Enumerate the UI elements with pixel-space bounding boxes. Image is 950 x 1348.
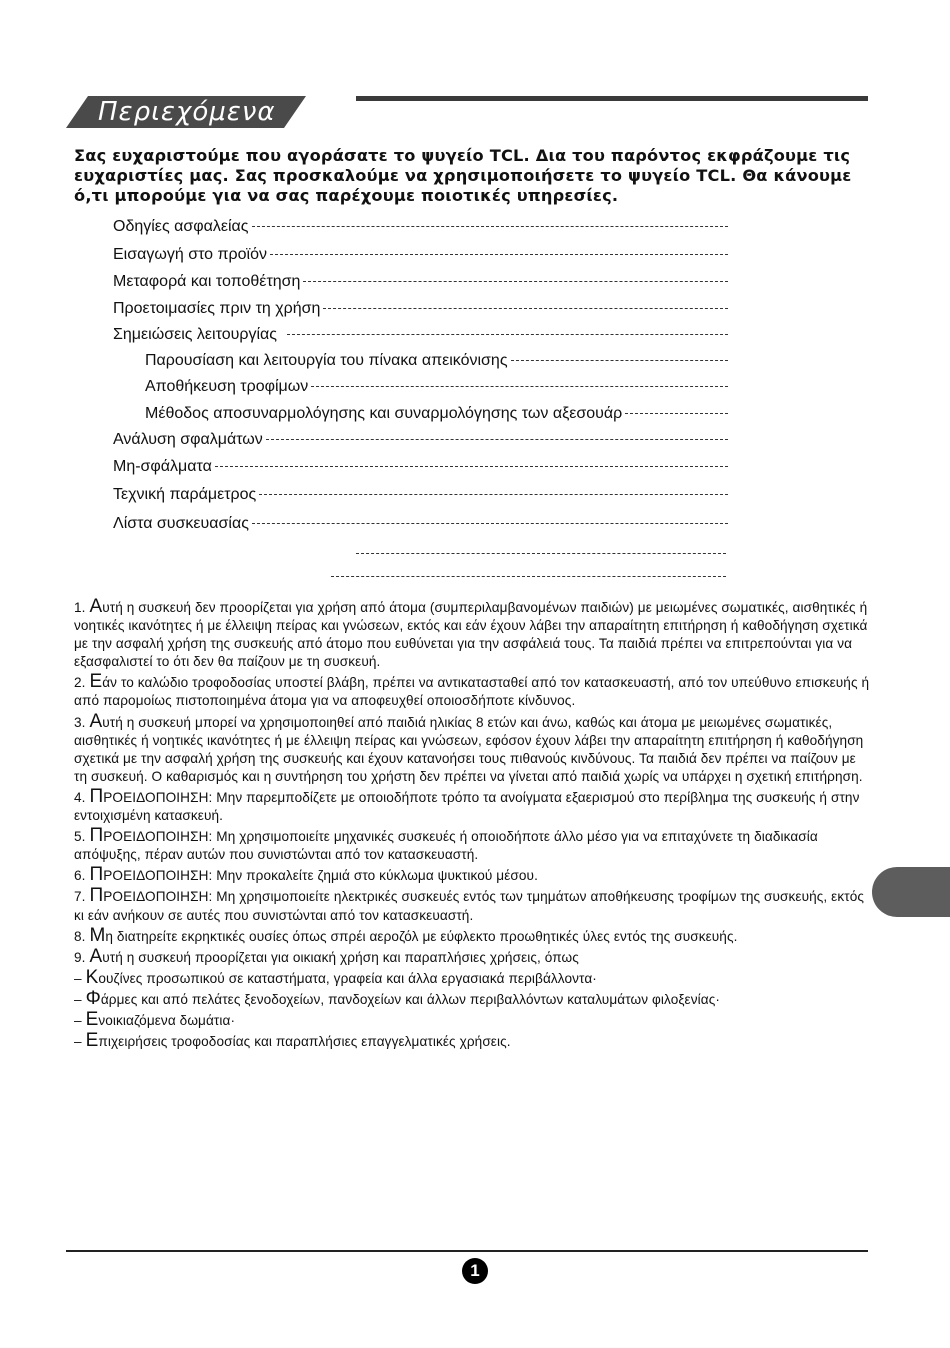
note-item: 8. Μη διατηρείτε εκρηκτικές ουσίες όπως σπρέι αεροζόλ με εύφλεκτο προωθητικές ύλες εντός της συσκευής. xyxy=(74,924,738,946)
note-subitem: – Φάρμες και από πελάτες ξενοδοχείων, πανδοχείων και άλλων περιβαλλόντων καταλυμάτων φιλοξενίας· xyxy=(74,987,720,1009)
note-subitem: – Κουζίνες προσωπικού σε καταστήματα, γραφεία και άλλα εργασιακά περιβάλλοντα· xyxy=(74,966,597,988)
toc-extra-leader xyxy=(356,553,726,554)
toc-item[interactable]: Σημειώσεις λειτουργίας xyxy=(113,326,728,348)
toc-subitem[interactable]: Παρουσίαση και λειτουργία του πίνακα απεικόνισης xyxy=(145,352,728,374)
page-number: 1 xyxy=(462,1258,488,1284)
toc-item[interactable]: Προετοιμασίες πριν τη χρήση xyxy=(113,300,728,322)
toc-item[interactable]: Εισαγωγή στο προϊόν xyxy=(113,246,728,268)
section-header xyxy=(66,96,868,130)
note-item: 7. ΠΡΟΕΙΔΟΠΟΙΗΣΗ: Μη χρησιμοποιείτε ηλεκτρικές συσκευές εντός των τμημάτων αποθήκευσης τροφίμων της συσκευής, εκτός κι εάν ανήκουν σε αυτές που συνιστώνται από τον κατασκευαστή. xyxy=(74,885,865,923)
intro-text: Σας ευχαριστούμε που αγοράσατε το ψυγείο TCL. Δια του παρόντος εκφράζουμε τις ευχαριστίες μας. Σας προσκαλούμε να χρησιμοποιήσετε το ψυγείο TCL. Θα κάνουμε ό,τι μπορούμε για να σας παρέχουμε ποιοτικές υπηρεσίες. xyxy=(74,146,852,205)
toc-item[interactable]: Τεχνική παράμετρος xyxy=(113,486,728,508)
note-item: 2. Εάν το καλώδιο τροφοδοσίας υποστεί βλάβη, πρέπει να αντικατασταθεί από τον κατασκευαστή, από τον υπεύθυνο επισκευής ή από παρομοίως πιστοποιημένα άτομα για να αποφευχθεί οποιοσδήποτε κίνδυνος. xyxy=(74,671,870,709)
side-tab-marker xyxy=(872,867,950,917)
note-item: 9. Αυτή η συσκευή προορίζεται για οικιακή χρήση και παραπλήσιες χρήσεις, όπως xyxy=(74,945,579,967)
footer-rule xyxy=(66,1250,868,1252)
page-title: Περιεχόμενα xyxy=(98,97,276,127)
safety-notes xyxy=(74,598,870,1053)
note-subitem: – Ενοικιαζόμενα δωμάτια· xyxy=(74,1008,236,1030)
note-item: 6. ΠΡΟΕΙΔΟΠΟΙΗΣΗ: Μην προκαλείτε ζημιά στο κύκλωμα ψυκτικού μέσου. xyxy=(74,864,538,886)
toc-subitem[interactable]: Αποθήκευση τροφίμων xyxy=(145,378,728,400)
toc-item[interactable]: Μη-σφάλματα xyxy=(113,458,728,480)
note-item: 3. Αυτή η συσκευή μπορεί να χρησιμοποιηθεί από παιδιά ηλικίας 8 ετών και άνω, καθώς και άτομα με μειωμένες σωματικές, αισθητικές ή νοητικές ικανότητες ή με έλλειψη πείρας και γνώσεων, εφόσον έχουν λάβει την απαραίτητη επιτήρηση ή καθοδήγηση σχετικά με την ασφαλή χρήση της συσκευής και έχουν κατανοήσει τους πιθανούς κινδύνους. Τα παιδιά δεν πρέπει να παίζουν με τη συσκευή. Ο καθαρισμός και η συντήρηση του χρήστη δεν πρέπει να γίνεται από παιδιά χωρίς να υπάρχει η σχετική επιτήρηση. xyxy=(74,710,864,784)
toc-subitem[interactable]: Μέθοδος αποσυναρμολόγησης και συναρμολόγησης των αξεσουάρ xyxy=(145,405,728,427)
note-subitem: – Επιχειρήσεις τροφοδοσίας και παραπλήσιες επαγγελματικές χρήσεις. xyxy=(74,1030,511,1052)
note-item: 5. ΠΡΟΕΙΔΟΠΟΙΗΣΗ: Μη χρησιμοποιείτε μηχανικές συσκευές ή οποιοδήποτε άλλο μέσο για να επιταχύνετε τη διαδικασία απόψυξης, πέραν αυτών που συνιστώνται από τον κατασκευαστή. xyxy=(74,825,818,863)
toc-item[interactable]: Ανάλυση σφαλμάτων xyxy=(113,431,728,453)
toc-extra-leader xyxy=(331,576,726,577)
toc-item[interactable]: Λίστα συσκευασίας xyxy=(113,515,728,537)
toc-item[interactable]: Οδηγίες ασφαλείας xyxy=(113,218,728,240)
toc-item[interactable]: Μεταφορά και τοποθέτηση xyxy=(113,273,728,295)
note-item: 1. Αυτή η συσκευή δεν προορίζεται για χρήση από άτομα (συμπεριλαμβανομένων παιδιών) με μειωμένες σωματικές, αισθητικές ή νοητικές ικανότητες ή με έλλειψη πείρας και γνώσεων, εκτός και εάν έχουν λάβει την απαραίτητη επιτήρηση ή καθοδήγηση σχετικά με την ασφαλή χρήση της συσκευής από άτομο που ευθύνεται για την ασφάλειά τους. Τα παιδιά πρέπει να επιτρεπούνται για να εξασφαλιστεί το ότι δεν θα παίζουν με τη συσκευή. xyxy=(74,596,868,670)
header-rule xyxy=(356,96,868,101)
note-item: 4. ΠΡΟΕΙΔΟΠΟΙΗΣΗ: Μην παρεμποδίζετε με οποιοδήποτε τρόπο τα ανοίγματα εξαερισμού στο περίβλημα της συσκευής ή στην εντοιχισμένη κατασκευή. xyxy=(74,785,860,824)
